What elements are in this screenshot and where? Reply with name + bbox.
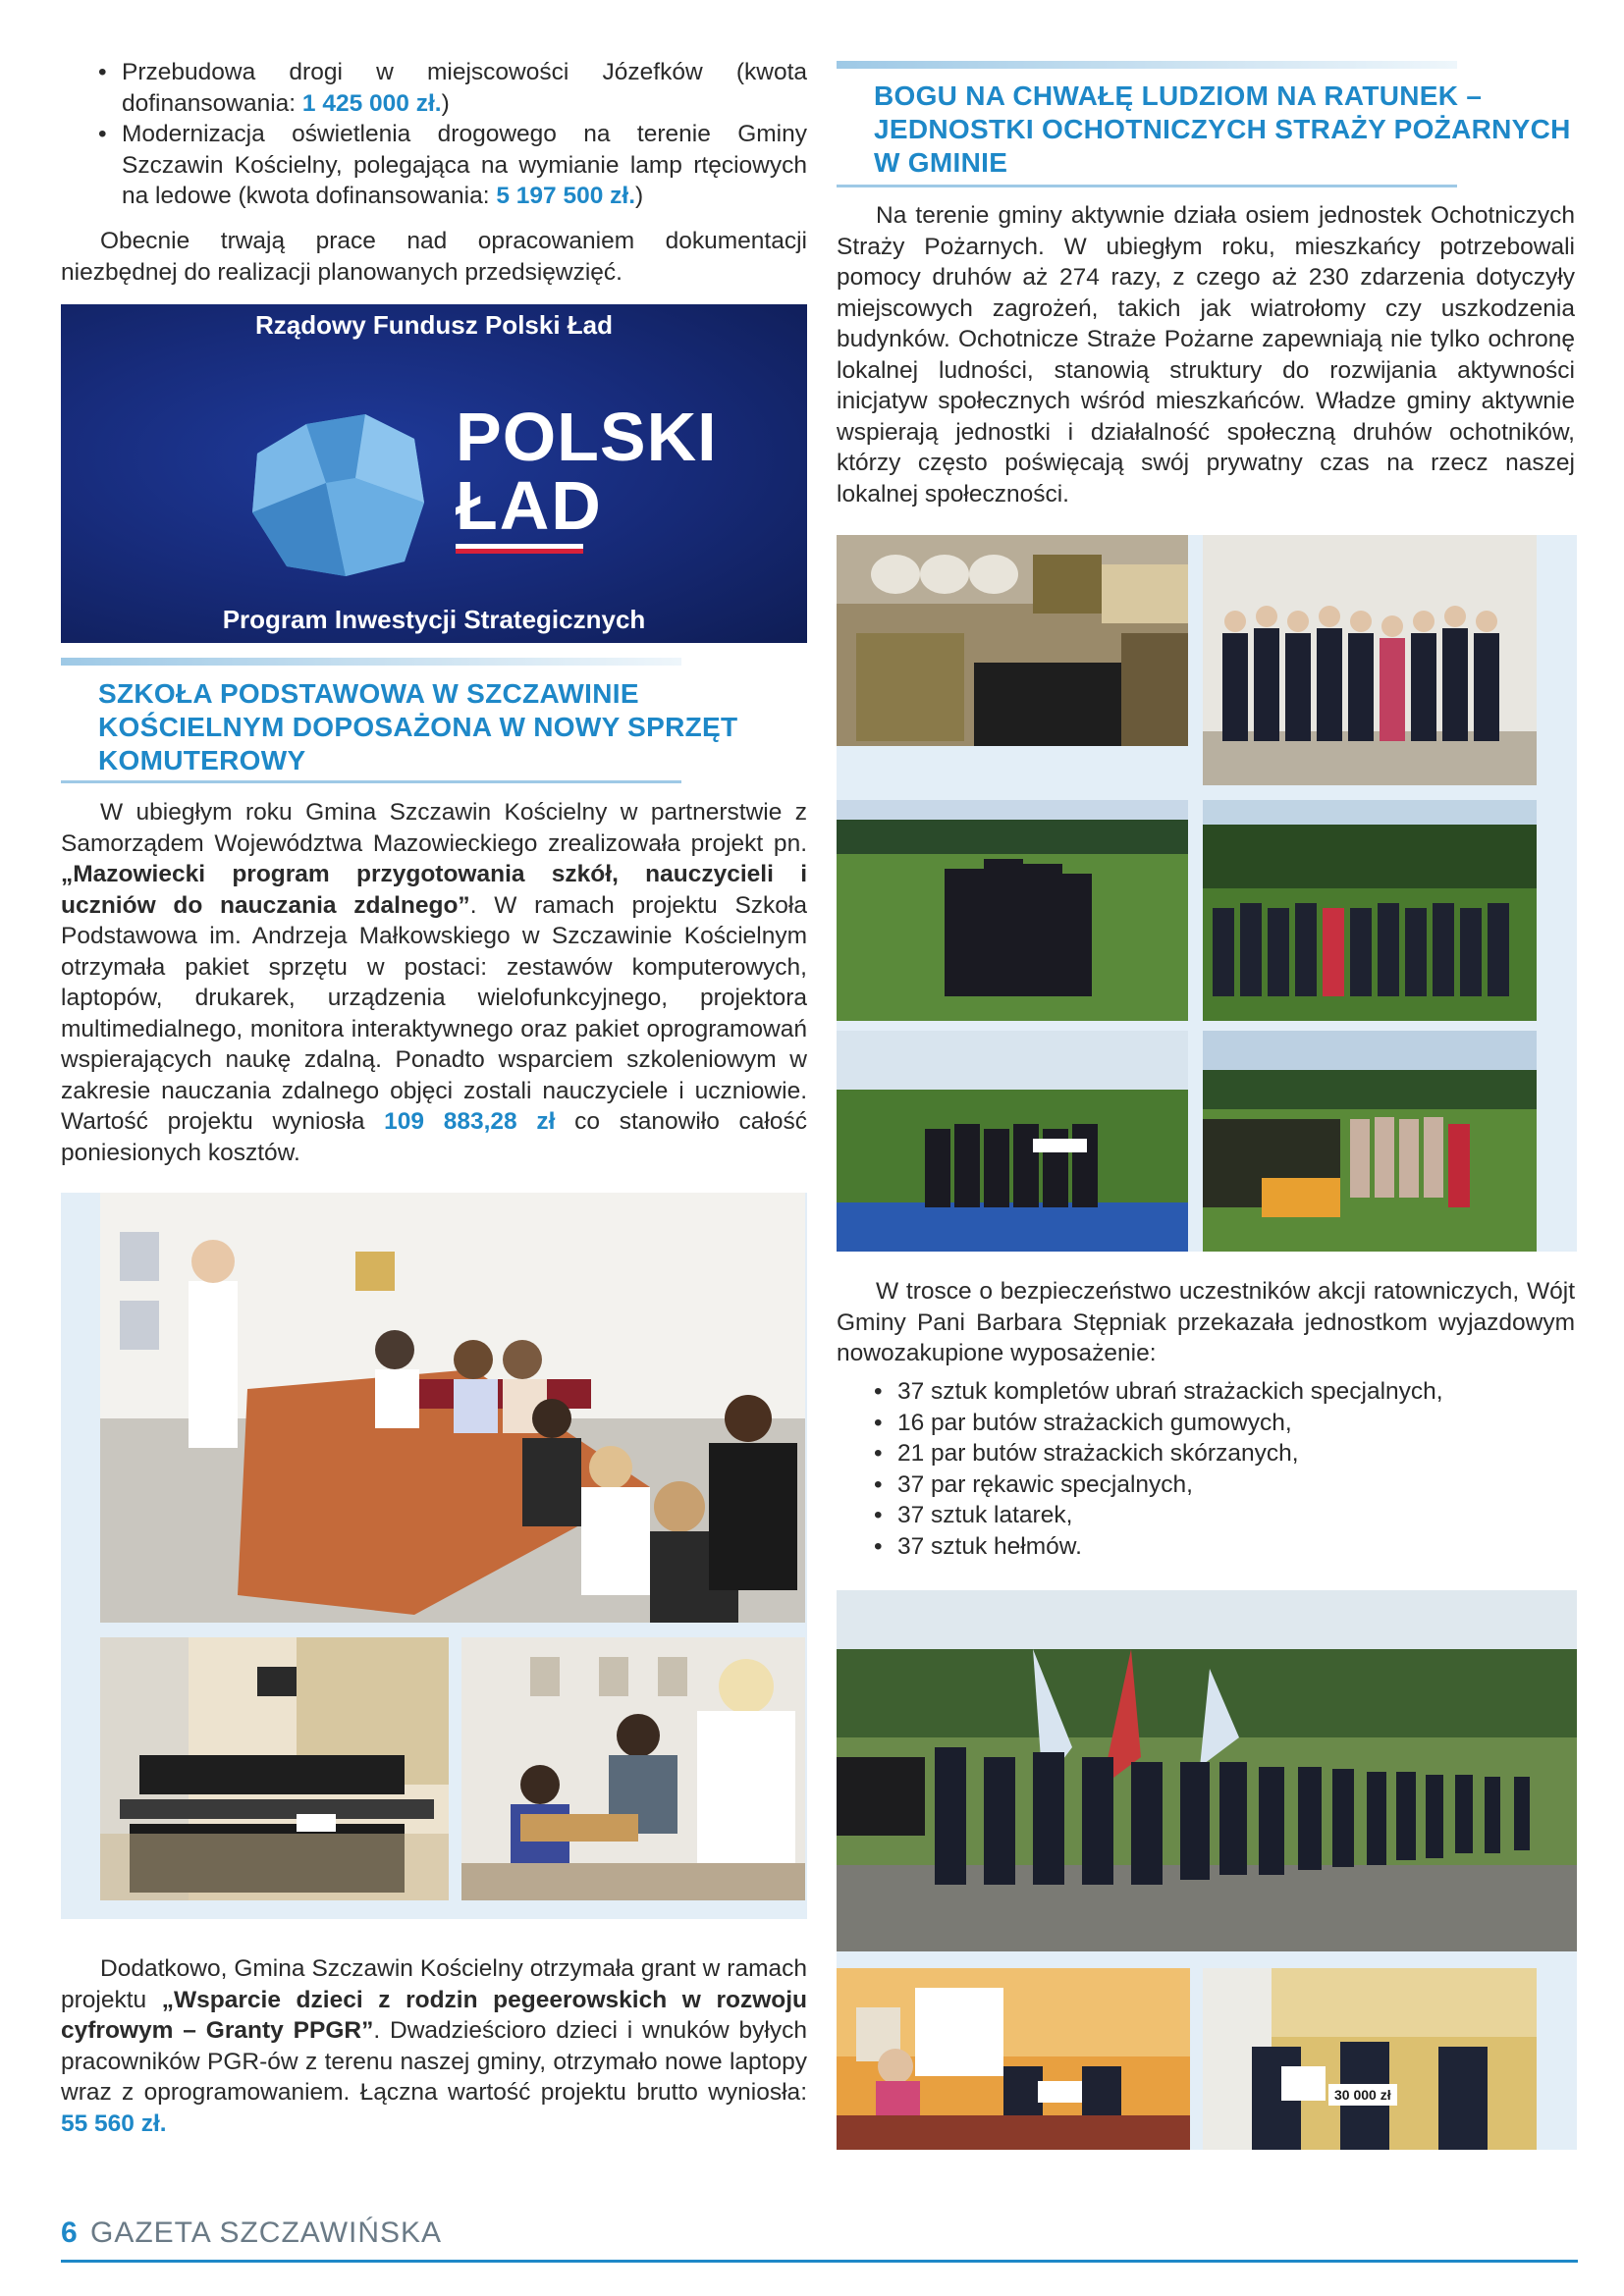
list-item: • 21 par butów strażackich skórzanych, [864,1438,1551,1469]
osp-heading: BOGU NA CHWAŁĘ LUDZIOM NA RATUNEK – JEDNOSTKI OCHOTNICZYCH STRAŻY POŻARNYCH W GMINIE [874,80,1571,178]
osp-paragraph: Na terenie gminy aktywnie działa osiem jednostek Ochotniczych Straży Pożarnych. W ubiegłym roku, mieszkańcy potrzebowali pomocy druhów aż 274 razy, z czego aż 230 zdarzenia dotyczyły miejscowych zagrożeń, takich jak wiatrołomy czy uszkodzenia budynków. Ochotnicze Straże Pożarne zapewniają nie tylko ochronę lokalnej ludności, stanowią struktury do rozwijania aktywności inicjatyw społecznych wśród mieszkańców. Władze gminy aktywnie wspierają jednostki i działalność społeczną druhów ochotników, którzy często poświęcają swój prywatny czas na rzecz naszej lokalnej społeczności. [837,202,1575,507]
training-photo [837,800,1188,1021]
poland-map-icon [238,395,434,591]
vehicles-photo [1203,1031,1537,1252]
parade-photo [837,1590,1577,1951]
group-photo-field [1203,800,1537,1021]
heading-rule-bottom [61,780,681,783]
list-item: • 37 sztuk hełmów. [864,1531,1551,1563]
logo-polski: POLSKI [456,399,718,475]
ppgr-paragraph: Dodatkowo, Gmina Szczawin Kościelny otrzymała grant w ramach projektu „Wsparcie dzieci z rodzin pegeerowskich w rozwoju cyfrowym – Granty PPGR”. Dwadzieścioro dzieci i wnuków byłych pracowników PGR-ów z terenu naszej gminy, otrzymało nowe laptopy wraz z oprogramowaniem. Łączna wartość projektu brutto wyniosła: 55 560 zł. [61,1955,807,2137]
heading-rule-top [837,61,1457,69]
list-item: • Modernizacja oświetlenia drogowego na terenie Gminy Szczawin Kościelny, polegająca na wymianie lamp rtęciowych na ledowe (kwota dofinansowania: 5 197 500 zł.) [88,119,807,212]
list-item: • 16 par butów strażackich gumowych, [864,1408,1551,1439]
list-item: • Przebudowa drogi w miejscowości Józefków (kwota dofinansowania: 1 425 000 zł.) [88,57,807,119]
ceremony-photo-left [837,1968,1190,2150]
check-amount: 30 000 zł [1328,2084,1397,2106]
classroom-photo [100,1193,805,1623]
school-paragraph: W ubiegłym roku Gmina Szczawin Kościelny w partnerstwie z Samorządem Województwa Mazowieckiego zrealizowała projekt pn. „Mazowiecki program przygotowania szkół, nauczycieli i uczniów do nauczania zdalnego”. W ramach projektu Szkoła Podstawowa im. Andrzeja Małkowskiego w Szczawinie Kościelnym otrzymała pakiet sprzętu w postaci: zestawów komputerowych, laptopów, drukarek, urządzenia wielofunkcyjnego, projektora multimedialnego, monitora interaktywnego oraz pakiet oprogramowań wspierających naukę zdalną. Ponadto wsparciem szkoleniowym w zakresie nauczania zdalnego objęci zostali nauczyciele i uczniowie. Wartość projektu wyniosła 109 883,28 zł co stanowiło całość poniesionych kosztów. [61,799,807,1166]
publication-title: GAZETA SZCZAWIŃSKA [90,2216,443,2249]
list-item: • 37 par rękawic specjalnych, [864,1469,1551,1501]
equipment-photo [837,535,1188,746]
list-item: • 37 sztuk kompletów ubrań strażackich specjalnych, [864,1376,1551,1408]
intro-paragraph: Obecnie trwają prace nad opracowaniem dokumentacji niezbędnej do realizacji planowanych przedsięwzięć. [61,228,807,286]
page-number: 6 [61,2216,78,2249]
funding-bullet-list [88,57,807,212]
banner-top-text: Rządowy Fundusz Polski Ład [254,310,614,340]
polski-lad-banner [61,304,807,643]
group-photo-indoor [1203,535,1537,785]
heading-rule-bottom [837,185,1457,187]
logo-lad: ŁAD [456,467,603,544]
flag-stripe-red [456,549,583,554]
donation-photo [461,1637,805,1900]
heading-rule-top [61,658,681,666]
competition-photo [837,1031,1188,1252]
banner-bottom-text: Program Inwestycji Strategicznych [222,605,646,634]
equipment-list [864,1376,1551,1562]
ceremony-photo-right [1203,1968,1537,2150]
school-heading: SZKOŁA PODSTAWOWA W SZCZAWINIE KOŚCIELNYM DOPOSAŻONA W NOWY SPRZĘT KOMUTEROWY [98,678,738,775]
equipment-paragraph: W trosce o bezpieczeństwo uczestników akcji ratowniczych, Wójt Gminy Pani Barbara Stępniak przekazała jednostkom wyjazdowym nowozakupione wyposażenie: [837,1278,1575,1366]
list-item: • 37 sztuk latarek, [864,1500,1551,1531]
footer-divider [61,2260,1578,2263]
computer-lab-photo [100,1637,449,1900]
